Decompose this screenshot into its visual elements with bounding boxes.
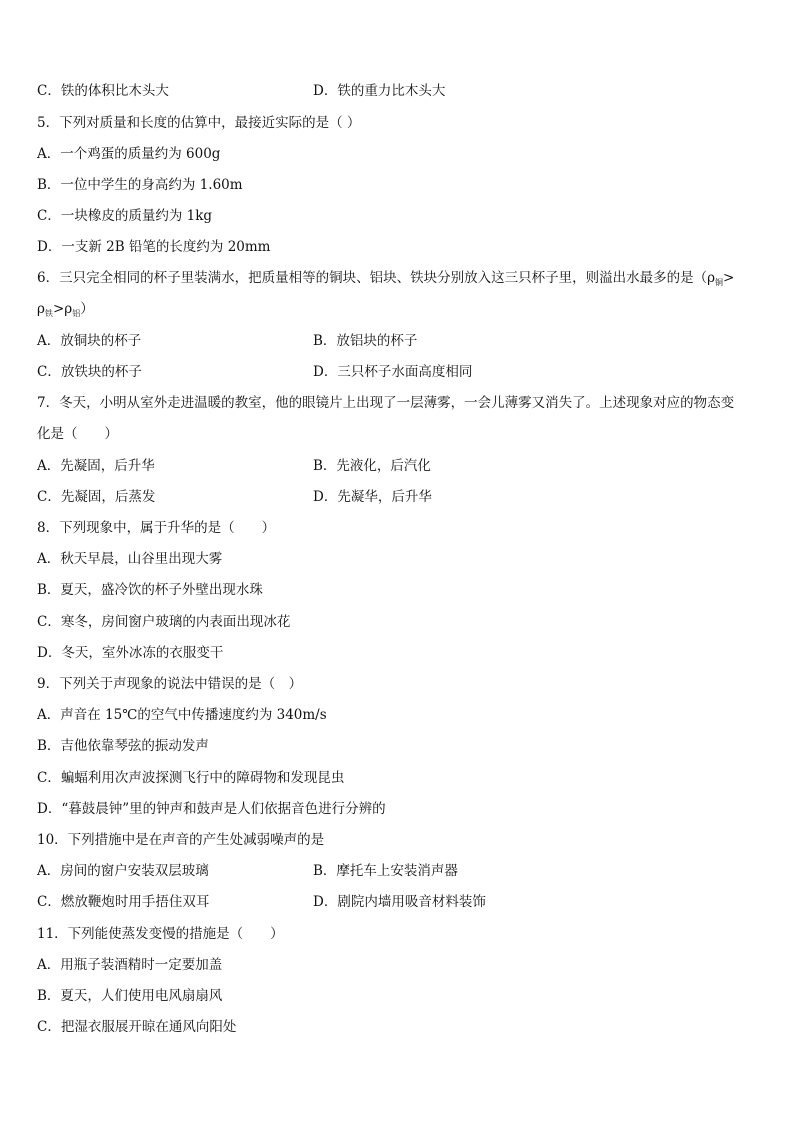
q7-option-d: D．先凝华，后升华 (313, 489, 432, 505)
q11-option-a: A．用瓶子装酒精时一定要加盖 (37, 957, 223, 973)
q9-option-c: C．蝙蝠利用次声波探测飞行中的障碍物和发现昆虫 (37, 770, 345, 786)
q5-option-a: A．一个鸡蛋的质量约为 600g (37, 146, 221, 162)
q6-option-d: D．三只杯子水面高度相同 (313, 364, 473, 380)
q7-option-c: C．先凝固，后蒸发 (37, 489, 156, 505)
rho-copper-sub: 铜 (715, 278, 724, 287)
q10-option-a: A．房间的窗户安装双层玻璃 (37, 863, 209, 879)
rho-iron-sub: 铁 (44, 309, 53, 318)
q9-option-b: B．吉他依靠琴弦的振动发声 (37, 738, 209, 754)
q7-option-b: B．先液化，后汽化 (313, 458, 431, 474)
q8-option-a: A．秋天早晨，山谷里出现大雾 (37, 551, 223, 567)
question-7-line-2: 化是（ ） (37, 426, 118, 442)
q6-option-b: B．放铝块的杯子 (313, 333, 418, 349)
question-6-line-1 (37, 269, 734, 289)
option-c-iron-volume: C．铁的体积比木头大 (37, 83, 169, 99)
rho-aluminum-sub: 铝 (72, 309, 81, 318)
question-11: 11．下列能使蒸发变慢的措施是（ ） (37, 926, 284, 942)
q11-option-b: B．夏天，人们使用电风扇扇风 (37, 988, 223, 1004)
q6-close: ） (80, 301, 94, 317)
question-9: 9．下列关于声现象的说法中错误的是（ ） (37, 676, 303, 692)
question-5: 5．下列对质量和长度的估算中，最接近实际的是（ ） (37, 115, 361, 131)
question-10: 10．下列措施中是在声音的产生处减弱噪声的是 (37, 832, 325, 848)
q10-option-b: B．摩托车上安装消声器 (313, 863, 458, 879)
q6-option-c: C．放铁块的杯子 (37, 364, 142, 380)
q10-option-d: D．剧院内墙用吸音材料装饰 (313, 894, 486, 910)
q11-option-c: C．把湿衣服展开晾在通风向阳处 (37, 1019, 237, 1035)
q8-option-d: D．冬天，室外冰冻的衣服变干 (37, 645, 224, 661)
question-7-line-1: 7．冬天，小明从室外走进温暖的教室，他的眼镜片上出现了一层薄雾，一会儿薄雾又消失了。上述现象对应的物态变 (37, 395, 735, 411)
option-d-iron-weight: D．铁的重力比木头大 (313, 83, 446, 99)
q9-option-a: A．声音在 15℃的空气中传播速度约为 340m/s (37, 707, 327, 723)
question-6-line-2 (37, 300, 94, 320)
q8-option-b: B．夏天，盛冷饮的杯子外壁出现水珠 (37, 582, 263, 598)
q6-option-a: A．放铜块的杯子 (37, 333, 142, 349)
q8-option-c: C．寒冬，房间窗户玻璃的内表面出现冰花 (37, 614, 291, 630)
q5-option-b: B．一位中学生的身高约为 1.60m (37, 177, 243, 193)
q6-gt-2: >ρ (52, 301, 73, 317)
q10-option-c: C．燃放鞭炮时用手捂住双耳 (37, 894, 210, 910)
question-8: 8．下列现象中，属于升华的是（ ） (37, 520, 276, 536)
q6-text-1: 6．三只完全相同的杯子里装满水，把质量相等的铜块、铝块、铁块分别放入这三只杯子里，则溢出水最多的是（ρ (37, 270, 716, 286)
q5-option-c: C．一块橡皮的质量约为 1kg (37, 208, 213, 224)
q5-option-d: D．一支新 2B 铅笔的长度约为 20mm (37, 239, 271, 255)
q7-option-a: A．先凝固，后升华 (37, 458, 155, 474)
q6-gt-1: > (723, 270, 735, 286)
q6-rho: ρ (37, 301, 45, 317)
q9-option-d: D．“暮鼓晨钟”里的钟声和鼓声是人们依据音色进行分辨的 (37, 801, 386, 817)
